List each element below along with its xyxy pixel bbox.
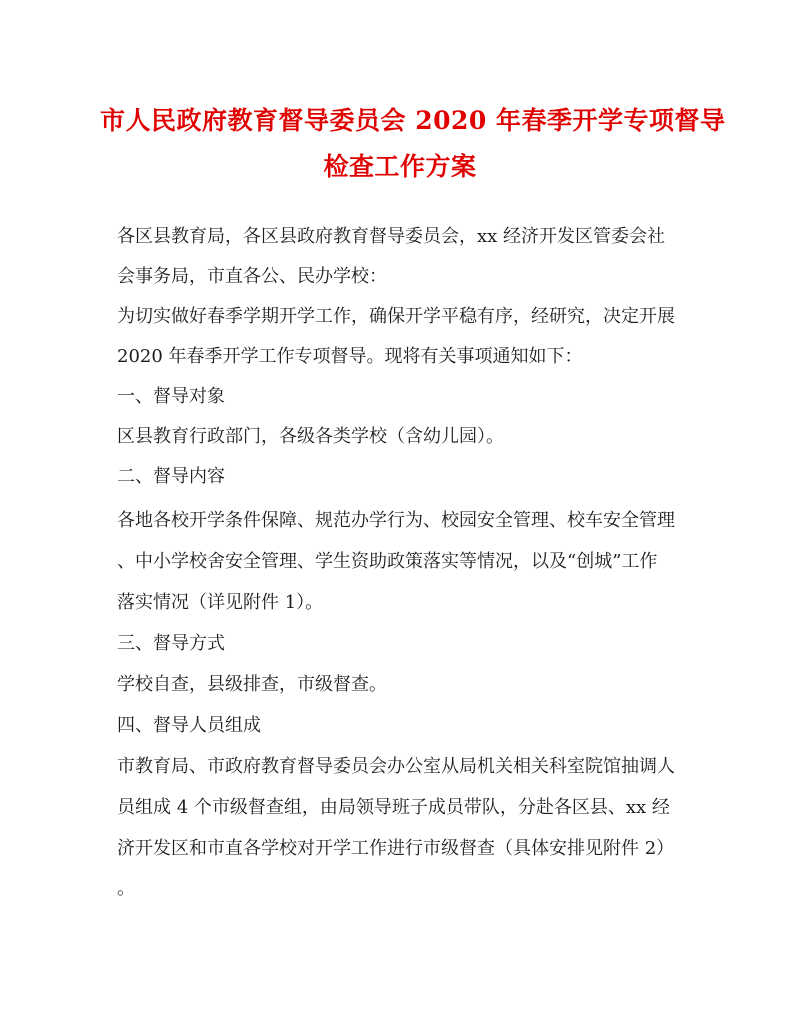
body-line-2: 会事务局，市直各公、民办学校： xyxy=(117,266,387,287)
body-line-3: 为切实做好春季学期开学工作，确保开学平稳有序，经研究，决定开展 xyxy=(117,306,675,327)
body-line-9: 、中小学校舍安全管理、学生资助政策落实等情况，以及“创城”工作 xyxy=(117,551,658,572)
section-heading-4: 四、督导人员组成 xyxy=(117,715,261,736)
body-line-17: 。 xyxy=(117,878,135,899)
body-line-10: 落实情况（详见附件 1）。 xyxy=(117,592,324,613)
document-title-line-2: 检查工作方案 xyxy=(323,152,477,181)
body-line-14: 市教育局、市政府教育督导委员会办公室从局机关相关科室院馆抽调人 xyxy=(117,756,675,777)
body-line-8: 各地各校开学条件保障、规范办学行为、校园安全管理、校车安全管理 xyxy=(117,510,675,531)
section-heading-1: 一、督导对象 xyxy=(117,386,225,407)
section-heading-2: 二、督导内容 xyxy=(117,466,225,487)
body-line-4: 2020 年春季开学工作专项督导。现将有关事项通知如下： xyxy=(117,346,583,367)
body-line-12: 学校自查，县级排查，市级督查。 xyxy=(117,674,387,695)
body-line-6: 区县教育行政部门，各级各类学校（含幼儿园）。 xyxy=(117,426,504,447)
section-heading-3: 三、督导方式 xyxy=(117,633,225,654)
document-title-line-1: 市人民政府教育督导委员会 2020 年春季开学专项督导 xyxy=(100,106,726,135)
body-line-16: 济开发区和市直各学校对开学工作进行市级督查（具体安排见附件 2） xyxy=(117,838,675,859)
body-line-15: 员组成 4 个市级督查组，由局领导班子成员带队，分赴各区县、xx 经 xyxy=(117,797,670,818)
body-line-1: 各区县教育局，各区县政府教育督导委员会，xx 经济开发区管委会社 xyxy=(117,226,666,247)
